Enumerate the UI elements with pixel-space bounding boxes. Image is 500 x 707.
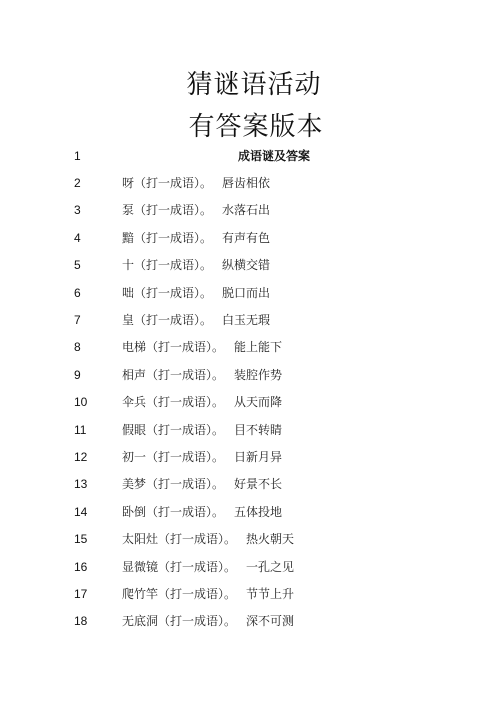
- row-number: 18: [74, 614, 88, 629]
- section-header: 成语谜及答案: [238, 149, 311, 163]
- list-item: [0, 555, 500, 579]
- list-item: [0, 390, 500, 414]
- list-item: [0, 363, 500, 387]
- answer-text: 水落石出: [222, 203, 271, 218]
- row-number: 16: [74, 559, 88, 574]
- riddle-text: 太阳灶（打一成语）。: [122, 532, 237, 547]
- answer-text: 日新月异: [234, 450, 283, 464]
- list-item: [0, 472, 500, 496]
- riddle-text: 无底洞（打一成语）。: [122, 614, 237, 629]
- answer-text: 五体投地: [234, 504, 283, 519]
- answer-text: 深不可测: [246, 614, 295, 629]
- answer-text: 唇齿相依: [222, 176, 271, 190]
- row-number: 7: [74, 313, 81, 327]
- riddle-text: 美梦（打一成语）。: [122, 477, 225, 492]
- list-item: [0, 527, 500, 551]
- answer-text: 脱口而出: [222, 285, 271, 300]
- answer-text: 一孔之见: [246, 559, 295, 574]
- answer-text: 目不转睛: [234, 422, 283, 437]
- list-item: [0, 308, 500, 332]
- row-number: 6: [74, 285, 81, 300]
- riddle-text: 伞兵（打一成语）。: [122, 395, 225, 410]
- row-number: 15: [74, 532, 88, 547]
- list-item: [0, 226, 500, 250]
- answer-text: 热火朝天: [246, 532, 295, 547]
- row-number: 2: [74, 176, 81, 190]
- row-number: 3: [74, 203, 81, 218]
- list-item: [0, 335, 500, 359]
- row-number: 4: [74, 230, 81, 245]
- riddle-text: 咄（打一成语）。: [122, 285, 213, 300]
- answer-text: 装腔作势: [234, 367, 283, 382]
- list-item: [0, 609, 500, 633]
- riddle-text: 十（打一成语）。: [122, 258, 213, 273]
- row-number: 10: [74, 395, 88, 410]
- row-number: 5: [74, 258, 81, 273]
- riddle-text: 卧倒（打一成语）。: [122, 504, 225, 519]
- answer-text: 白玉无瑕: [222, 313, 271, 327]
- list-item: [0, 171, 500, 195]
- riddle-text: 爬竹竿（打一成语）。: [122, 587, 237, 601]
- row-number: 1: [74, 149, 81, 163]
- answer-text: 有声有色: [222, 230, 271, 245]
- riddle-text: 皇（打一成语）。: [122, 313, 213, 327]
- row-number: 13: [74, 477, 88, 492]
- riddle-text: 假眼（打一成语）。: [122, 422, 225, 437]
- riddle-text: 初一（打一成语）。: [122, 450, 225, 464]
- list-item: [0, 445, 500, 469]
- header-row: [0, 144, 500, 168]
- riddle-text: 泵（打一成语）。: [122, 203, 213, 218]
- row-number: 8: [74, 340, 81, 355]
- answer-text: 能上能下: [234, 340, 283, 355]
- answer-text: 纵横交错: [222, 258, 271, 273]
- answer-text: 节节上升: [246, 587, 295, 601]
- list-item: [0, 198, 500, 222]
- riddle-text: 黯（打一成语）。: [122, 230, 213, 245]
- row-number: 17: [74, 587, 88, 601]
- answer-text: 从天而降: [234, 395, 283, 410]
- title-line-1: 猜谜语活动: [186, 70, 322, 100]
- list-item: [0, 582, 500, 606]
- row-number: 14: [74, 504, 88, 519]
- list-item: [0, 500, 500, 524]
- answer-text: 好景不长: [234, 477, 283, 492]
- row-number: 11: [74, 422, 87, 437]
- list-item: [0, 281, 500, 305]
- row-number: 12: [74, 450, 88, 464]
- riddle-text: 相声（打一成语）。: [122, 367, 225, 382]
- list-item: [0, 253, 500, 277]
- riddle-text: 电梯（打一成语）。: [122, 340, 225, 355]
- row-number: 9: [74, 367, 81, 382]
- riddle-text: 显微镜（打一成语）。: [122, 559, 237, 574]
- riddle-text: 呀（打一成语）。: [122, 176, 213, 190]
- list-item: [0, 418, 500, 442]
- title-line-2: 有答案版本: [188, 112, 324, 142]
